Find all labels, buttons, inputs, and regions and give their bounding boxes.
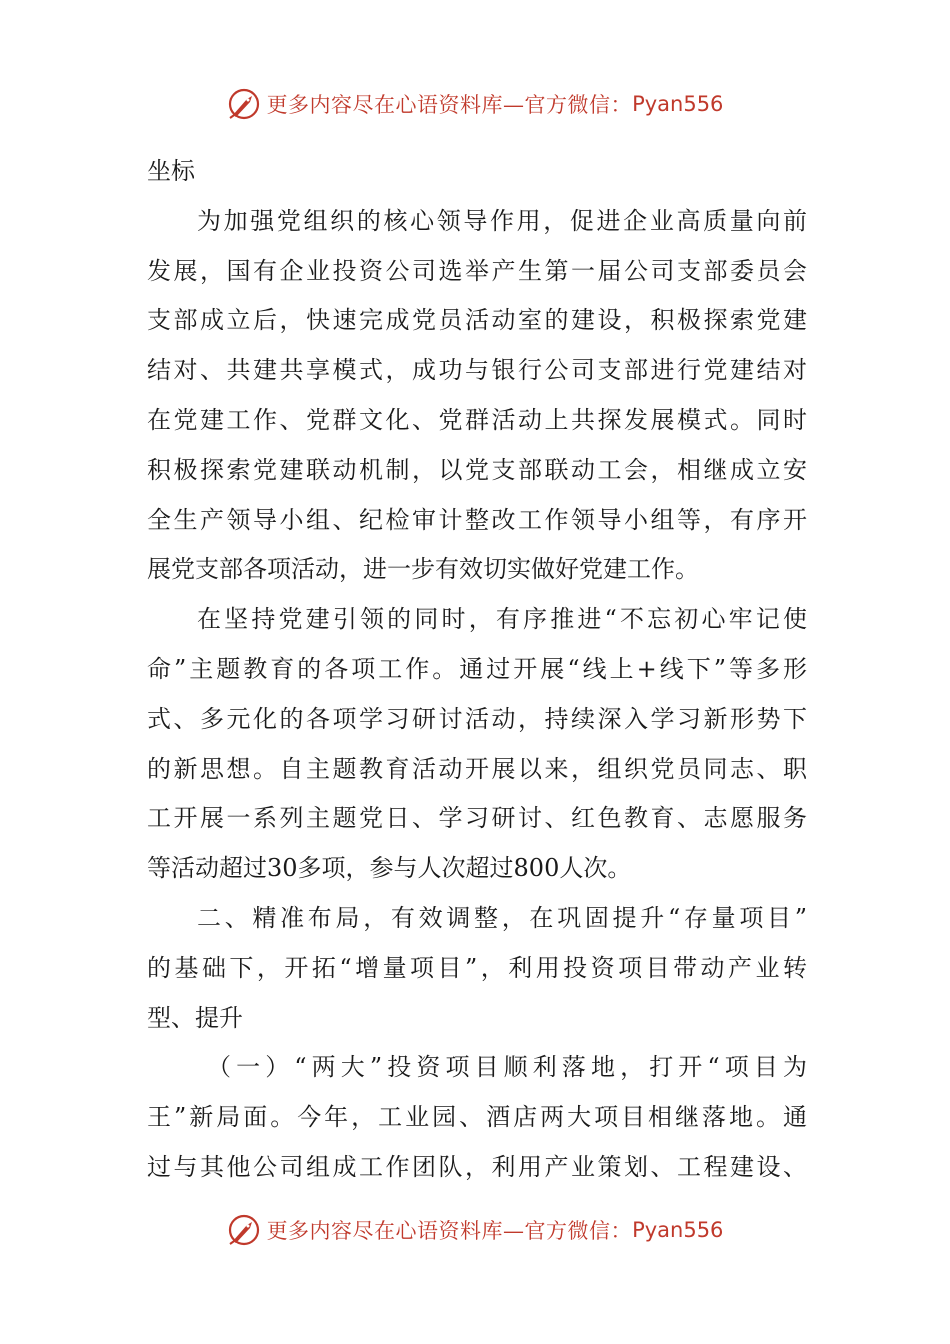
text-line: 坐标 (147, 157, 195, 185)
document-body (147, 147, 807, 1193)
footer-watermark (0, 1210, 950, 1250)
text-line: 的新思想。自主题教育活动开展以来，组织党员同志、职 (147, 754, 807, 783)
text-line: 发展，国有企业投资公司选举产生第一届公司支部委员会 (147, 256, 807, 285)
text-line: 的基础下，开拓“增量项目”，利用投资项目带动产业转 (147, 953, 807, 982)
text-line: 二、精准布局，有效调整，在巩固提升“存量项目” (197, 903, 807, 932)
text-line: 王”新局面。今年，工业园、酒店两大项目相继落地。通 (147, 1103, 807, 1132)
text-line: 展党支部各项活动，进一步有效切实做好党建工作。 (147, 555, 699, 584)
text-line: 过与其他公司组成工作团队，利用产业策划、工程建设、 (147, 1152, 807, 1181)
text-line: 工开展一系列主题党日、学习研讨、红色教育、志愿服务 (147, 804, 807, 833)
text-line: 型、提升 (147, 1003, 243, 1032)
text-line: （一）“两大”投资项目顺利落地，打开“项目为 (207, 1053, 807, 1082)
text-line: 式、多元化的各项学习研讨活动，持续深入学习新形势下 (147, 704, 807, 733)
text-line: 结对、共建共享模式，成功与银行公司支部进行党建结对 (147, 356, 807, 385)
pen-nib-circle-icon (227, 1213, 261, 1247)
watermark-wechat-id: Pyan556 (632, 1218, 724, 1242)
watermark-wechat-id: Pyan556 (632, 92, 724, 116)
watermark-text: 更多内容尽在心语资料库—官方微信： (266, 93, 633, 117)
text-line: 支部成立后，快速完成党员活动室的建设，积极探索党建 (147, 306, 807, 335)
text-line: 为加强党组织的核心领导作用，促进企业高质量向前 (197, 206, 807, 235)
text-line: 等活动超过30多项，参与人次超过800人次。 (147, 854, 632, 883)
text-line: 全生产领导小组、纪检审计整改工作领导小组等，有序开 (147, 505, 807, 534)
text-line: 积极探索党建联动机制，以党支部联动工会，相继成立安 (147, 455, 807, 484)
text-line: 在党建工作、党群文化、党群活动上共探发展模式。同时 (147, 405, 807, 434)
watermark-text: 更多内容尽在心语资料库—官方微信： (266, 1219, 633, 1243)
header-watermark (0, 84, 950, 124)
text-line: 在坚持党建引领的同时，有序推进“不忘初心牢记使 (197, 605, 807, 634)
pen-nib-circle-icon (227, 87, 261, 121)
text-line: 命”主题教育的各项工作。通过开展“线上+线下”等多形 (147, 654, 807, 683)
